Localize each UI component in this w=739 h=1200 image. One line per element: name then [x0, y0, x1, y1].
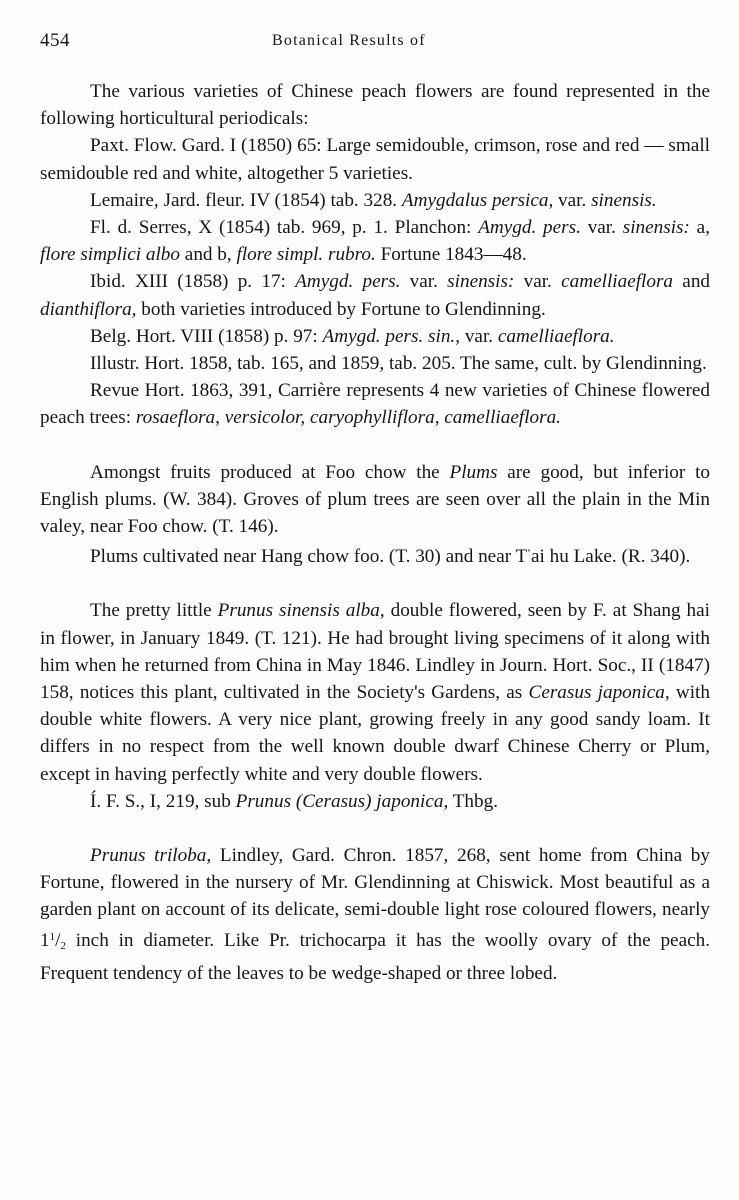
text-run: var.	[514, 271, 562, 293]
text-run: var.	[400, 271, 448, 293]
paragraph-p11	[40, 597, 710, 787]
text-run: ai hu Lake. (R. 340).	[530, 546, 691, 568]
paragraph-p4	[40, 214, 710, 268]
paragraph-p9	[40, 459, 710, 541]
text-run: double flowered, seen by F. at Shang hai in flower, in January 1849. (T. 121). He had brought living specimens of it along with him when he returned from China in May 1846. Lindley in Journ. Hort. Soc., II (1847) 158, notices this plant, cultivated in the Society's Gardens, as	[40, 600, 710, 704]
italic-text: Amygd. pers. sin.,	[322, 325, 461, 347]
text-run: Plums cultivated near Hang chow foo. (T. 30) and near T	[90, 546, 528, 568]
italic-text: Amygdalus persica,	[401, 189, 554, 211]
italic-text: camelliaeflora	[561, 271, 674, 293]
italic-text: camelliaeflora.	[497, 325, 615, 347]
paragraph-p3	[40, 187, 710, 214]
text-run: Fl. d. Serres, X (1854) tab. 969, p. 1. Planchon:	[90, 217, 479, 239]
text-run: a,	[689, 217, 710, 239]
italic-text: sinensis.	[591, 189, 657, 211]
italic-text: Prunus (Cerasus) japonica,	[235, 790, 449, 812]
paragraph-p10	[40, 540, 710, 570]
text-run: 2	[60, 939, 66, 952]
italic-text: rosaeflora, versicolor, caryophylliflora, camelliaeflora.	[135, 407, 561, 429]
italic-text: flore simplici albo	[40, 244, 180, 266]
text-run: var.	[460, 325, 498, 347]
italic-text: sinensis:	[622, 217, 690, 239]
text-run: with double white flowers. A very nice plant, growing freely in any good sandy loam. It differs in no respect from the well known double dwarf Chinese Cherry or Plum, except in having perfectly white and very double flowers.	[40, 682, 710, 785]
text-run: Paxt. Flow. Gard. I (1850) 65: Large semidouble, crimson, rose and red — small semidouble red and white, altogether 5 varieties.	[40, 135, 710, 184]
text-run: Revue Hort. 1863, 391, Carrière represents 4 new varieties of Chinese flowered peach trees:	[40, 380, 710, 429]
text-run: and	[673, 271, 711, 293]
page-body	[40, 78, 710, 987]
text-run: Ibid. XIII (1858) p. 17:	[90, 271, 296, 293]
text-run: /	[55, 929, 61, 951]
page-header	[40, 30, 709, 60]
text-run: Amongst fruits produced at Foo chow the	[90, 461, 450, 483]
text-run: Belg. Hort. VIII (1858) p. 97:	[90, 325, 323, 347]
text-run: Illustr. Hort. 1858, tab. 165, and 1859, tab. 205. The same, cult. by Glendinning.	[90, 353, 707, 375]
paragraph-p13	[40, 842, 710, 987]
text-run: inch in diameter. Like Pr. trichocarpa it has the woolly ovary of the peach. Frequent tendency of the leaves to be wedge-shaped or three lobed.	[40, 929, 710, 984]
text-run: var.	[553, 189, 592, 211]
text-run: The pretty little	[90, 600, 218, 622]
text-run: Thbg.	[448, 790, 498, 812]
italic-text: Prunus sinensis alba,	[217, 600, 385, 622]
italic-text: flore simpl. rubro.	[236, 244, 376, 266]
paragraph-p7	[40, 350, 710, 377]
italic-text: Cerasus japonica,	[528, 682, 670, 704]
text-run: Lemaire, Jard. fleur. IV (1854) tab. 328.	[90, 189, 402, 211]
italic-text: Plums	[449, 461, 498, 483]
text-run: are good, but inferior to English plums. (W. 384). Groves of plum trees are seen over all the plain in the Min valey, near Foo chow. (T. 146).	[40, 461, 710, 538]
text-run: and b,	[180, 244, 237, 266]
text-run: Lindley, Gard. Chron. 1857, 268, sent home from China by Fortune, flowered in the nursery of Mr. Glendinning at Chiswick. Most beautiful as a garden plant on account of its delicate, semi-double light rose coloured flowers, nearly 1	[40, 845, 710, 951]
italic-text: Amygd. pers.	[478, 217, 581, 239]
paragraph-p12	[40, 788, 710, 815]
paragraph-p8	[40, 377, 710, 431]
text-run: var.	[580, 217, 623, 239]
paragraph-p1	[40, 78, 710, 132]
text-run: both varieties introduced by Fortune to Glendinning.	[136, 298, 546, 320]
italic-text: Prunus triloba,	[90, 845, 212, 867]
paragraph-p2	[40, 132, 710, 186]
text-run: 1	[49, 930, 56, 943]
paragraph-p6	[40, 323, 710, 350]
text-run: Fortune 1843—48.	[375, 244, 527, 266]
italic-text: Amygd. pers.	[295, 271, 401, 293]
text-run: Í. F. S., I, 219, sub	[90, 790, 236, 812]
text-run: The various varieties of Chinese peach flowers are found represented in the following horticultural periodicals:	[40, 81, 710, 130]
running-head: Botanical Results of	[272, 32, 426, 49]
paragraph-p5	[40, 268, 710, 322]
italic-text: sinensis:	[447, 271, 515, 293]
page-number: 454	[40, 30, 70, 51]
italic-text: dianthiflora,	[40, 298, 137, 320]
text-run: ʻ	[527, 547, 531, 560]
